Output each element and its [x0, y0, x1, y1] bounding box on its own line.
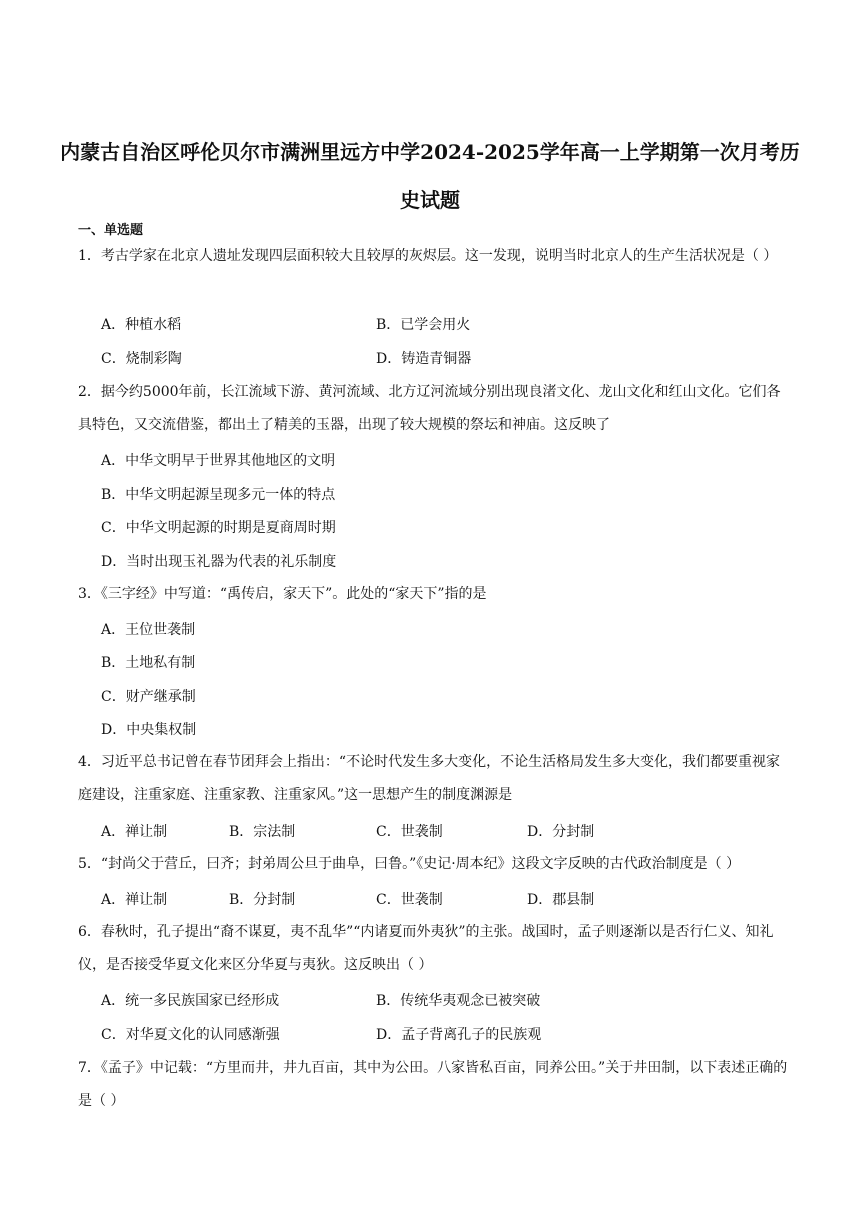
question-6-option-c: C．对华夏文化的认同感渐强 — [101, 1027, 280, 1043]
question-2-option-b: B．中华文明起源呈现多元一体的特点 — [101, 487, 336, 503]
question-4-stem: 4．习近平总书记曾在春节团拜会上指出：“不论时代发生多大变化，不论生活格局发生多大变化，我们都要重视家庭建设，注重家庭、注重家教、注重家风。”这一思想产生的制度渊源是 — [78, 754, 781, 803]
question-2-option-a: A．中华文明早于世界其他地区的文明 — [101, 453, 336, 469]
question-6-stem: 6．春秋时，孔子提出“裔不谋夏，夷不乱华”“内诸夏而外夷狄”的主张。战国时，孟子则逐渐以是否行仁义、知礼仪，是否接受华夏文化来区分华夏与夷狄。这反映出（ ） — [78, 924, 774, 973]
section-heading: 一、单选题 — [78, 223, 144, 238]
question-4-option-d: D．分封制 — [527, 824, 595, 840]
question-3-option-b: B．土地私有制 — [101, 655, 196, 671]
question-2-option-c: C．中华文明起源的时期是夏商周时期 — [101, 520, 336, 536]
question-4-option-b: B．宗法制 — [229, 824, 296, 840]
question-5-option-c: C．世袭制 — [376, 892, 443, 908]
question-1-option-a: A．种植水稻 — [101, 317, 182, 333]
question-6-option-d: D．孟子背离孔子的民族观 — [376, 1027, 542, 1043]
question-4-option-a: A．禅让制 — [101, 824, 168, 840]
question-5-option-d: D．郡县制 — [527, 892, 595, 908]
question-7-stem: 7．《孟子》中记载：“方里而井，井九百亩，其中为公田。八家皆私百亩，同养公田。”关于井田制，以下表述正确的是（ ） — [78, 1060, 788, 1109]
question-3-option-a: A．王位世袭制 — [101, 622, 196, 638]
question-1-option-b: B．已学会用火 — [376, 317, 471, 333]
question-2-stem: 2．据今约5000年前，长江流域下游、黄河流域、北方辽河流域分别出现良渚文化、龙山文化和红山文化。它们各具特色，又交流借鉴，都出土了精美的玉器，出现了较大规模的祭坛和神庙。这反映了 — [78, 384, 781, 433]
question-4-option-c: C．世袭制 — [376, 824, 443, 840]
question-5-option-b: B．分封制 — [229, 892, 296, 908]
question-1-option-d: D．铸造青铜器 — [376, 351, 472, 367]
question-3-option-d: D．中央集权制 — [101, 722, 197, 738]
question-5-stem: 5．“封尚父于营丘，曰齐；封弟周公旦于曲阜，曰鲁。”《史记·周本纪》这段文字反映的古代政治制度是（ ） — [78, 856, 741, 872]
question-3-stem: 3．《三字经》中写道：“禹传启，家天下”。此处的“家天下”指的是 — [78, 586, 487, 602]
question-1-stem: 1．考古学家在北京人遗址发现四层面积较大且较厚的灰烬层。这一发现，说明当时北京人的生产生活状况是（ ） — [78, 248, 778, 264]
question-5-option-a: A．禅让制 — [101, 892, 168, 908]
question-6-option-a: A．统一多民族国家已经形成 — [101, 993, 280, 1009]
question-3-option-c: C．财产继承制 — [101, 689, 196, 705]
question-6-option-b: B．传统华夷观念已被突破 — [376, 993, 541, 1009]
question-1-option-c: C．烧制彩陶 — [101, 351, 182, 367]
exam-title: 内蒙古自治区呼伦贝尔市满洲里远方中学2024-2025学年高一上学期第一次月考历史试题 — [60, 140, 800, 212]
question-2-option-d: D．当时出现玉礼器为代表的礼乐制度 — [101, 554, 337, 570]
